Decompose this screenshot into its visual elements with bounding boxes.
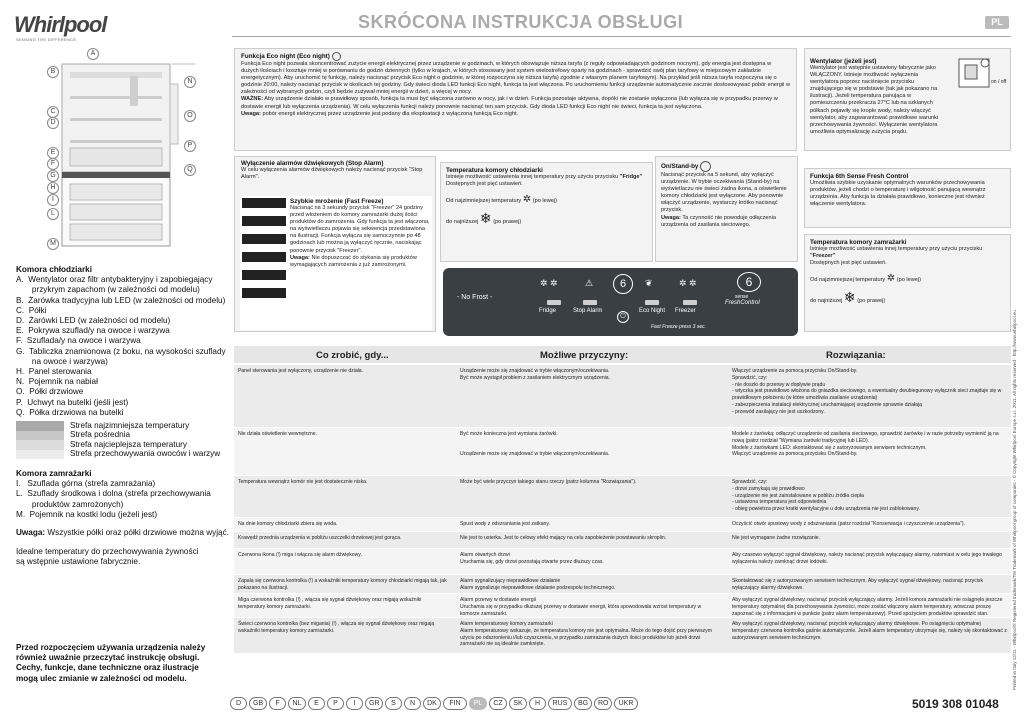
- table-cell-solution: Aby wyłączyć sygnał dźwiękowy, nacisnąć przycisk wyłączający alarmy. Jeżeli komora zamrażarki nie osiągnęła jeszcze temperatury optymalnej dla przechowywania żywności, może zostać włączony alarm temperatury, wówczas proszę zapoznać się z informacjami w punkcie (patrz alarm temperaturowy). Przed spożyciem produktów sprawdzić stan.: [732, 597, 1003, 617]
- snowflake-icon: ✲: [522, 194, 532, 206]
- callout-l: L: [47, 208, 59, 220]
- fridge-temp-coldest: Od najzimniejszej temperatury ✲ (po lewej): [446, 194, 557, 206]
- language-n[interactable]: N: [404, 697, 421, 710]
- sequence-step: [242, 270, 286, 280]
- fridge-temp-heading: Temperatura komory chłodziarki: [446, 167, 543, 174]
- eco-night-label: Eco Night: [639, 308, 666, 314]
- freezer-temp-icons: ✲ ✲: [679, 278, 697, 288]
- fresh-control-label: FreshControl: [725, 300, 760, 306]
- language-ukr[interactable]: UKR: [614, 697, 638, 710]
- sequence-step: [242, 216, 286, 226]
- language-e[interactable]: E: [308, 697, 325, 710]
- table-cell-cause: Alarm sygnalizujący nieprawidłowe działanie Alarm sygnalizuje nieprawidłowe działanie podzespołu technicznego.: [460, 578, 616, 591]
- table-cell-problem: Nie działa oświetlenie wewnętrzne.: [238, 431, 317, 437]
- fast-freeze-text: [290, 198, 430, 269]
- sequence-step: [242, 198, 286, 208]
- fridge-temp-panel: [440, 162, 653, 262]
- snowflake-icon: ❄: [843, 289, 856, 306]
- table-header-problem: Co zrobić, gdy...: [316, 350, 389, 361]
- legend-item: przykrym zapachom (w zależności od modelu): [16, 285, 200, 295]
- fridge-temp-warmest: do najniższej ❄ (po prawej): [446, 210, 522, 227]
- callout-q: Q: [184, 164, 196, 176]
- language-cz[interactable]: CZ: [489, 697, 507, 710]
- table-cell-problem: Świeci czerwona kontrolka (bez migania) (!) , włącza się sygnał dźwiękowy oraz migają wskaźniki temperatury komory zamrażarki.: [238, 621, 435, 634]
- zone-swatch-vegetables: [16, 450, 64, 460]
- callout-i: I: [47, 194, 59, 206]
- language-rus[interactable]: RUS: [548, 697, 572, 710]
- fresh-control-heading: Funkcja 6th Sense Fresh Control: [810, 173, 909, 180]
- stop-alarm-label: Stop Alarm: [573, 308, 603, 314]
- fridge-button-label: Fridge: [539, 308, 557, 314]
- legend-item: N. Pojemnik na nabiał: [16, 377, 98, 387]
- freezer-temp-body: Istnieje możliwość ustawienia innej temperatury przy użyciu przycisku "Freezer": [810, 246, 983, 260]
- stop-alarm-button[interactable]: [583, 300, 597, 305]
- callout-h: H: [47, 182, 59, 194]
- table-cell-solution: Modele z żarówką: odłączyć urządzenie od zasilania sieciowego, sprawdzić żarówkę i w razie potrzeby wymienić ją na nową (patrz rozdział "Wymiana żarówki tradycyjnej lub LED). Modele z żarówkami LED: skontaktować się z autoryzowanym serwisem technicznym. Włączyć urządzenie za pomocą przycisku On/Stand-by.: [732, 431, 999, 458]
- callout-p: P: [184, 140, 196, 152]
- standby-note: Uwaga: Ta czynność nie powoduje odłączenia urządzenia od zasilania sieciowego.: [661, 214, 776, 228]
- freezer-temp-coldest: Od najzimniejszej temperatury ✲ (po lewej): [810, 273, 921, 285]
- freezer-temp-warmest: do najniższej ❄ (po prawej): [810, 289, 886, 306]
- language-pl[interactable]: PL: [469, 697, 487, 710]
- fresh-control-body: Umożliwia szybkie uzyskanie optymalnych warunków przechowywania produktów, jeżeli chodzi o temperaturę i wilgotność panującą wewnątrz urządzenia. Aby funkcja ta działała prawidłowo, konieczne jest również włączenie wentylatora.: [810, 180, 986, 208]
- table-header-cause: Możliwe przyczyny:: [540, 350, 629, 361]
- freezer-temp-heading: Temperatura komory zamrażarki: [810, 239, 907, 246]
- sequence-step: [242, 288, 286, 298]
- table-row: [234, 518, 1011, 532]
- zone-swatch-middle: [16, 431, 64, 441]
- language-f[interactable]: F: [269, 697, 286, 710]
- language-ro[interactable]: RO: [594, 697, 612, 710]
- zone-label: Strefa najcieplejsza temperatury: [70, 439, 187, 449]
- table-cell-cause: Być może konieczna jest wymiana żarówki. Urządzenie może się znajdować w trybie włączonym/oczekiwania.: [460, 431, 610, 458]
- brand-logo: Whirlpool: [14, 12, 107, 37]
- eco-night-panel: [234, 48, 797, 151]
- sequence-step: [242, 234, 286, 244]
- eco-night-icon: [332, 52, 341, 61]
- table-cell-cause: Nie jest to usterka. Jest to celowy efekt mający na celu zapobieżenie powstawaniu skroplin.: [460, 535, 667, 541]
- language-dk[interactable]: DK: [423, 697, 441, 710]
- language-sk[interactable]: SK: [509, 697, 527, 710]
- legend-item: Q. Półka drzwiowa na butelki: [16, 407, 124, 417]
- note-label: Uwaga:: [16, 528, 46, 537]
- snowflake-icon: ✲: [886, 273, 896, 285]
- fridge-legend: [16, 265, 231, 418]
- language-gr[interactable]: GR: [365, 697, 383, 710]
- stop-alarm-heading: Wyłączenie alarmów dźwiękowych (Stop Alarm): [241, 160, 384, 167]
- fan-panel: [804, 48, 1011, 151]
- callout-f: F: [47, 158, 59, 170]
- header-divider: [232, 36, 1011, 37]
- note-text: Wszystkie półki oraz półki drzwiowe można wyjąć.: [45, 528, 229, 537]
- legend-item: E. Pokrywa szuflad/y na owoce i warzywa: [16, 326, 170, 336]
- fresh-control-panel: [804, 168, 1011, 228]
- freezer-button-label: Freezer: [675, 308, 696, 314]
- legend-item: na owoce i warzywa): [16, 356, 108, 366]
- ideal-temp-note: Idealne temperatury do przechowywania żywności są wstępnie ustawione fabrycznie.: [16, 547, 199, 567]
- fan-onoff-label: on / off: [991, 79, 1007, 85]
- eco-night-button[interactable]: [645, 300, 659, 305]
- copyright-note: Printed in Italy 12/11 - Whirlpool® Registered trademark/TM Trademark of Whirlpool group of companies - © Copyright Whirlpool Europe s.r.l. 2011. All rights reserved - http://www.whirlpool.eu: [1012, 310, 1017, 690]
- language-gb[interactable]: GB: [249, 697, 267, 710]
- table-cell-problem: Krawędź przednia urządzenia w pobliżu uszczelki drzwiowej jest gorąca.: [238, 535, 402, 541]
- legend-item: P. Uchwyt na butelki (jeśli jest): [16, 397, 129, 407]
- freezer-temp-settings: Dostępnych jest pięć ustawień.: [810, 260, 887, 267]
- callout-o: O: [184, 110, 196, 122]
- standby-heading: On/Stand-by: [661, 161, 792, 172]
- standby-panel: [655, 156, 798, 262]
- table-row: [234, 428, 1011, 476]
- language-i[interactable]: I: [346, 697, 363, 710]
- callout-c: C: [47, 106, 59, 118]
- table-cell-problem: Czerwona ikona (!) miga i włącza się alarm dźwiękowy.: [238, 552, 362, 558]
- table-row: [234, 365, 1011, 428]
- table-cell-problem: Temperatura wewnątrz komór nie jest dostatecznie niska.: [238, 479, 368, 485]
- language-h[interactable]: H: [529, 697, 546, 710]
- legend-item: H. Panel sterowania: [16, 367, 92, 377]
- freezer-temp-panel: [804, 234, 1011, 332]
- table-cell-cause: Alarm przerwy w dostawie energii Uruchamia się w przypadku dłuższej przerwy w dostawie energii, która spowodowała wzrost temperatury w komorze zamrażarki.: [460, 597, 702, 617]
- table-cell-cause: Alarm otwartych drzwi Uruchamia się, gdy drzwi pozostają otwarte przez dłuższy czas.: [460, 552, 604, 565]
- legend-item: G. Tabliczka znamionowa (z boku, na wysokości szuflady: [16, 346, 226, 356]
- table-row: [234, 594, 1011, 618]
- fridge-temp-icons: ✲ ✲: [540, 278, 558, 288]
- legend-item: D. Żarówki LED (w zależności od modelu): [16, 316, 171, 326]
- legend-item: O. Półki drzwiowe: [16, 387, 84, 397]
- eco-night-note: Uwaga: pobór energii elektrycznej przez urządzenie jest podany dla eksploatacji z wyłączoną funkcją Eco night.: [241, 110, 519, 117]
- fast-freeze-hint: Fast Freeze press 3 sec.: [651, 324, 707, 330]
- callout-g: G: [47, 170, 59, 182]
- fan-heading: Wentylator (jeżeli jest): [810, 58, 877, 65]
- fast-freeze-heading: Szybkie mrożenie (Fast Freeze): [290, 198, 384, 205]
- page-title: SKRÓCONA INSTRUKCJA OBSŁUGI: [358, 12, 684, 32]
- legend-item: L. Szuflady środkowa i dolna (strefa przechowywania: [16, 489, 211, 499]
- no-frost-label: - No Frost -: [457, 294, 493, 301]
- table-cell-cause: Urządzenie może się znajdować w trybie włączonym/oczekiwania. Być może wystąpił problem z zasilaniem elektrycznym urządzenia.: [460, 368, 611, 381]
- table-cell-solution: Aby czasowo wyłączyć sygnał dźwiękowy, należy nacisnąć przycisk wyłączający alarmy, natomiast w celu jego trwałego wyłączenia należy zamknąć drzwi lodówki.: [732, 552, 1002, 565]
- table-cell-problem: Zapala się czerwona kontrolka (!) a wskaźniki temperatury komory chłodziarki migają tak, jak pokazano na ilustracji.: [238, 578, 447, 591]
- fast-freeze-sequence: [242, 198, 286, 306]
- table-cell-problem: Panel sterowania jest wyłączony, urządzenie nie działa.: [238, 368, 364, 374]
- legend-item: C. Półki: [16, 305, 47, 315]
- warning-note: Przed rozpoczęciem używania urządzenia należy również uważnie przeczytać instrukcję obsługi. Cechy, funkcje, dane techniczne oraz ilustracje mogą ulec zmianie w zależności od modelu.: [16, 643, 206, 683]
- table-cell-solution: Włączyć urządzenie za pomocą przycisku On/Stand-by. Sprawdzić, czy: - nie doszło do przerwy w dopływie prądu - wtyczka jest prawidłowo włożona do gniazdka sieciowego, a ewentualny dwubiegunowy wyłącznik sieci znajduje się w prawidłowym położeniu (w które umożliwia zasilanie urządzenia) - zabezpieczenia instalacji elektrycznej uruchamiającej urządzenie sprawnie działają - przewód zasilający nie jest uszkodzony.: [732, 368, 1002, 415]
- fast-freeze-body: Nacisnąć na 3 sekundy przycisk "Freezer" 24 godziny przed włożeniem do komory zamrażarki dużej ilości produktów do zamrożenia. Gdy funkcja ta jest włączona, na wyświetlaczu pojawia się sekwencja przedstawiona na ilustracji. Funkcja wyłącza się samoczynnie po 48 godzinach lub można ją wyłączyć ręcznie, naciskając ponownie przycisk "Freezer".: [290, 205, 430, 254]
- freezer-legend-heading: Komora zamrażarki: [16, 469, 92, 478]
- table-cell-cause: Może być wiele przyczyn takiego stanu rzeczy (patrz kolumna "Rozwiązania").: [460, 479, 637, 485]
- fast-freeze-block: [240, 196, 432, 330]
- document-code: 5019 308 01048: [912, 697, 999, 711]
- six-sense-icon: 6: [613, 274, 633, 294]
- fridge-temp-body: Istnieje możliwość ustawienia innej temperatury przy użyciu przycisku "Fridge": [446, 174, 643, 180]
- sequence-step: [242, 252, 286, 262]
- power-icon: [700, 161, 711, 172]
- legend-item: I. Szuflada górna (strefa zamrażania): [16, 479, 156, 489]
- alarm-icon: ⚠: [585, 278, 594, 288]
- table-cell-problem: Na dnie komory chłodziarki zbiera się woda.: [238, 521, 338, 527]
- table-cell-solution: Aby wyłączyć sygnał dźwiękowy, nacisnąć przycisk wyłączający alarmy dźwiękowe. Po osiągnięciu optymalnej temperatury czerwona kontrolka gaśnie automatycznie. Jeżeli alarm temperatury utrzymuje się, należy się skontaktować z autoryzowanym serwisem technicznym.: [732, 621, 1007, 641]
- eco-night-body: Funkcja Eco night pozwala skoncentrować zużycie energii elektrycznej przez urządzenie w godzinach, w których obowiązuje niższa taryfa (z reguły odpowiadających godzinom nocnym), gdy energia jest dostępna w dużych ilościach i kosztuje mniej w porównaniu do godzin dziennych (tylko w krajach, w których stosowany jest system wielostrefowy oparty na godzinach - sprawdzić swój plan taryfowy w miejscowym zakładzie energetycznym). Aby uruchomić tę funkcję, należy nacisnąć przycisk Eco night o godzinie, w której rozpoczyna się niższa taryfa) zgodnie z własnym planem taryfowym). Na przykład jeśli niższa taryfa rozpoczyna się o godzinie 20:00, należy nacisnąć przycisk w okolicach tej godziny. Gdy świeci dioda LED funkcji Eco night, funkcja ta jest włączona. Po uruchomieniu funkcji urządzenie automatycznie zacznie dostosowywać pobór energii w zależności od wybranych godzin, czyli będzie zużywał mniej energii w dzień, a więcej w nocy.: [241, 61, 790, 96]
- language-d[interactable]: D: [230, 697, 247, 710]
- sense-label: sense: [735, 294, 749, 300]
- language-badge: PL: [985, 16, 1009, 29]
- zone-label: Strefa przechowywania owoców i warzyw: [70, 449, 221, 459]
- table-header-solution: Rozwiązania:: [826, 350, 886, 361]
- zone-label: Strefa pośrednia: [70, 430, 131, 440]
- eco-night-heading: Funkcja Eco night (Eco night): [241, 52, 790, 61]
- legend-item: produktów zamrożonych): [16, 499, 124, 509]
- standby-body: Nacisnąć przycisk na 5 sekund, aby wyłączyć urządzenie. W trybie oczekiwania (Stand-by) na wyświetlaczu nie świeci żadna ikona, a oświetlenie komory chłodziarki jest wyłączone. Aby ponownie włączyć urządzenie, wystarczy krótko nacisnąć przycisk.: [661, 172, 787, 214]
- zone-legend: [16, 421, 231, 459]
- table-cell-solution: Oczyścić otwór spustowy wody z odszraniania (patrz rozdział "Konserwacja i czyszczenie urządzenia").: [732, 521, 965, 527]
- fridge-diagram: [30, 44, 220, 254]
- table-cell-cause: Spust wody z odszraniania jest zatkany.: [460, 521, 550, 527]
- table-cell-cause: Alarm temperaturowy komory zamrażarki Alarm temperaturowy wskazuje, że temperatura komory nie jest optymalna. Może do tego dojść przy pierwszym użyciu po odszronieniu i/lub czyszczeniu, w przypadku zamrażania dużych ilości produktów lub jeżeli drzwi zamrażarki nie są idealnie zamknięte.: [460, 621, 712, 648]
- zone-swatch-coldest: [16, 421, 64, 431]
- sense-six-icon: 6: [737, 272, 761, 292]
- callout-a: A: [87, 48, 99, 60]
- table-row: [234, 476, 1011, 518]
- language-nl[interactable]: NL: [288, 697, 306, 710]
- fast-freeze-note: Uwaga: Nie dopuszczać do stykania się produktów wymagających zamrożenia z już zamrożonymi.: [290, 254, 417, 268]
- fridge-legend-heading: Komora chłodziarki: [16, 265, 92, 274]
- table-row: [234, 575, 1011, 594]
- zone-swatch-warmest: [16, 440, 64, 450]
- table-cell-solution: Nie jest wymagane żadne rozwiązanie.: [732, 535, 821, 541]
- legend-item: B. Żarówka tradycyjna lub LED (w zależności od modelu): [16, 295, 226, 305]
- fridge-button[interactable]: [547, 300, 561, 305]
- language-bg[interactable]: BG: [574, 697, 592, 710]
- freezer-legend: [16, 469, 231, 520]
- table-cell-solution: Skontaktować się z autoryzowanym serwisem technicznym. Aby wyłączyć sygnał dźwiękowy, nacisnąć przycisk wyłączający alarmy dźwiękowe.: [732, 578, 984, 591]
- table-cell-solution: Sprawdzić, czy: - drzwi zamykają się prawidłowo - urządzenie nie jest zainstalowane w pobliżu źródła ciepła - ustawiona temperatura jest odpowiednia - obieg powietrza przez kratki wentylacyjne u dołu urządzenia nie jest zablokowany.: [732, 479, 920, 513]
- eco-night-important: WAŻNE: Aby urządzenie działało w prawidłowy sposób, funkcja ta musi być włączona zarówno w nocy, jak i w dzień. Funkcja pozostaje aktywna, dopóki nie zostanie wyłączona (lub wyłącza się w przypadku przerwy w dostawie energii lub wyłączenia urządzenia). W celu wyłączenia funkcji należy ponownie nacisnąć ten sam przycisk. Gdy dioda LED funkcji Eco night nie świeci, funkcja ta jest wyłączona.: [241, 96, 778, 110]
- callout-e: E: [47, 147, 59, 159]
- callout-m: M: [47, 238, 59, 250]
- shelves-note: [16, 528, 231, 538]
- zone-label: Strefa najzimniejsza temperatury: [70, 420, 190, 430]
- eco-leaf-icon: ❦: [645, 278, 653, 288]
- language-fin[interactable]: FIN: [443, 697, 467, 710]
- fan-illustration: [951, 53, 1001, 93]
- table-row: [234, 618, 1011, 654]
- legend-item: M. Pojemnik na kostki lodu (jeżeli jest): [16, 509, 158, 519]
- power-button[interactable]: ⏻: [617, 311, 629, 323]
- table-row: [234, 549, 1011, 575]
- table-row: [234, 532, 1011, 549]
- table-cell-problem: Miga czerwona kontrolka (!) , włącza się sygnał dźwiękowy oraz migają wskaźniki temperatury komory zamrażarki.: [238, 597, 422, 610]
- fan-body: Wentylator jest wstępnie ustawiony fabrycznie jako WŁĄCZONY. Istnieje możliwość wyłączenia wentylatora poprzez naciśnięcie przycisku znajdującego się w podstawie (tak jak pokazano na ilustracji). Jeżeli temperatura panująca w pomieszczeniu przekracza 27°C lub na szklanych półkach pojawiły się krople wody, należy włączyć wentylator, aby zagwarantować prawidłowe warunki przechowywania żywności. Wyłączenie wentylatora umożliwia optymalizację zużycia prądu.: [810, 65, 939, 135]
- language-s[interactable]: S: [385, 697, 402, 710]
- callout-b: B: [47, 66, 59, 78]
- snowflake-icon: ❄: [479, 210, 492, 227]
- callout-d: D: [47, 117, 59, 129]
- freezer-button[interactable]: [683, 300, 697, 305]
- callout-n: N: [184, 76, 196, 88]
- legend-item: F. Szuflada/y na owoce i warzywa: [16, 336, 141, 346]
- control-panel: [443, 268, 798, 336]
- stop-alarm-body: W celu wyłączenia alarmów dźwiękowych należy nacisnąć przycisk "Stop Alarm".: [241, 167, 423, 181]
- fridge-temp-settings: Dostępnych jest pięć ustawień.: [446, 181, 523, 188]
- language-p[interactable]: P: [327, 697, 344, 710]
- brand-tagline: SENSING THE DIFFERENCE: [16, 37, 77, 42]
- legend-item: A. Wentylator oraz filtr antybakteryjny i zapobiegający: [16, 275, 213, 285]
